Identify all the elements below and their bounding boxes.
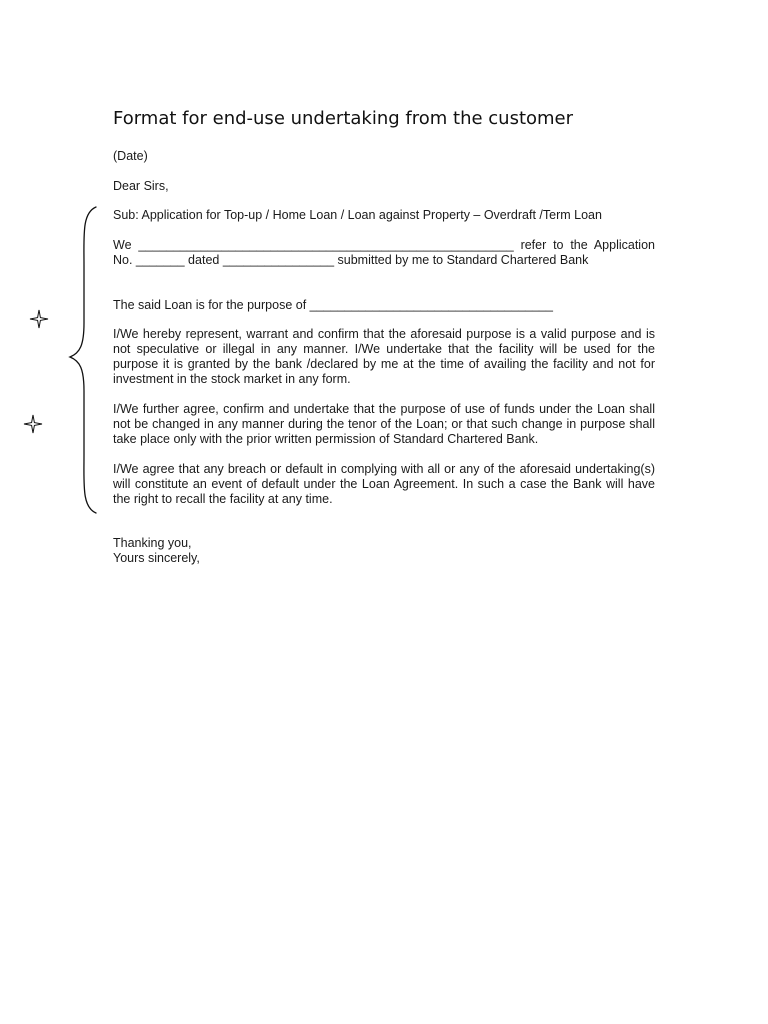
document-title: Format for end-use undertaking from the customer: [113, 108, 574, 129]
reference-paragraph: [113, 238, 655, 268]
agreement-paragraph: I/We further agree, confirm and undertake that the purpose of use of funds under the Loan shall not be changed in any manner during the tenor of the Loan; or that such change in purpose shall take place only with the prior written permission of Standard Chartered Bank.: [113, 402, 655, 446]
purpose-line: The said Loan is for the purpose of ___________________________________: [113, 298, 553, 312]
closing-signoff: Yours sincerely,: [113, 551, 200, 565]
salutation: Dear Sirs,: [113, 179, 169, 193]
reference-line-1: We ______________________________________________________ refer to the Application: [113, 238, 655, 252]
breach-paragraph: I/We agree that any breach or default in complying with all or any of the aforesaid undertaking(s) will constitute an event of default under the Loan Agreement. In such a case the Bank will have the right to recall the facility at any time.: [113, 462, 655, 506]
four-point-star-icon: [29, 309, 49, 329]
date-placeholder: (Date): [113, 149, 148, 163]
reference-line-2: No. _______ dated ________________ submitted by me to Standard Chartered Bank: [113, 253, 589, 267]
subject-line: Sub: Application for Top-up / Home Loan / Loan against Property – Overdraft /Term Loan: [113, 208, 602, 222]
curly-brace-icon: [62, 205, 102, 515]
four-point-star-icon: [23, 414, 43, 434]
closing-thanks: Thanking you,: [113, 536, 192, 550]
representation-paragraph: I/We hereby represent, warrant and confirm that the aforesaid purpose is a valid purpose and is not speculative or illegal in any manner. I/We undertake that the facility will be used for the purpose it is granted by the bank /declared by me at the time of availing the facility and not for investment in the stock market in any form.: [113, 327, 655, 386]
